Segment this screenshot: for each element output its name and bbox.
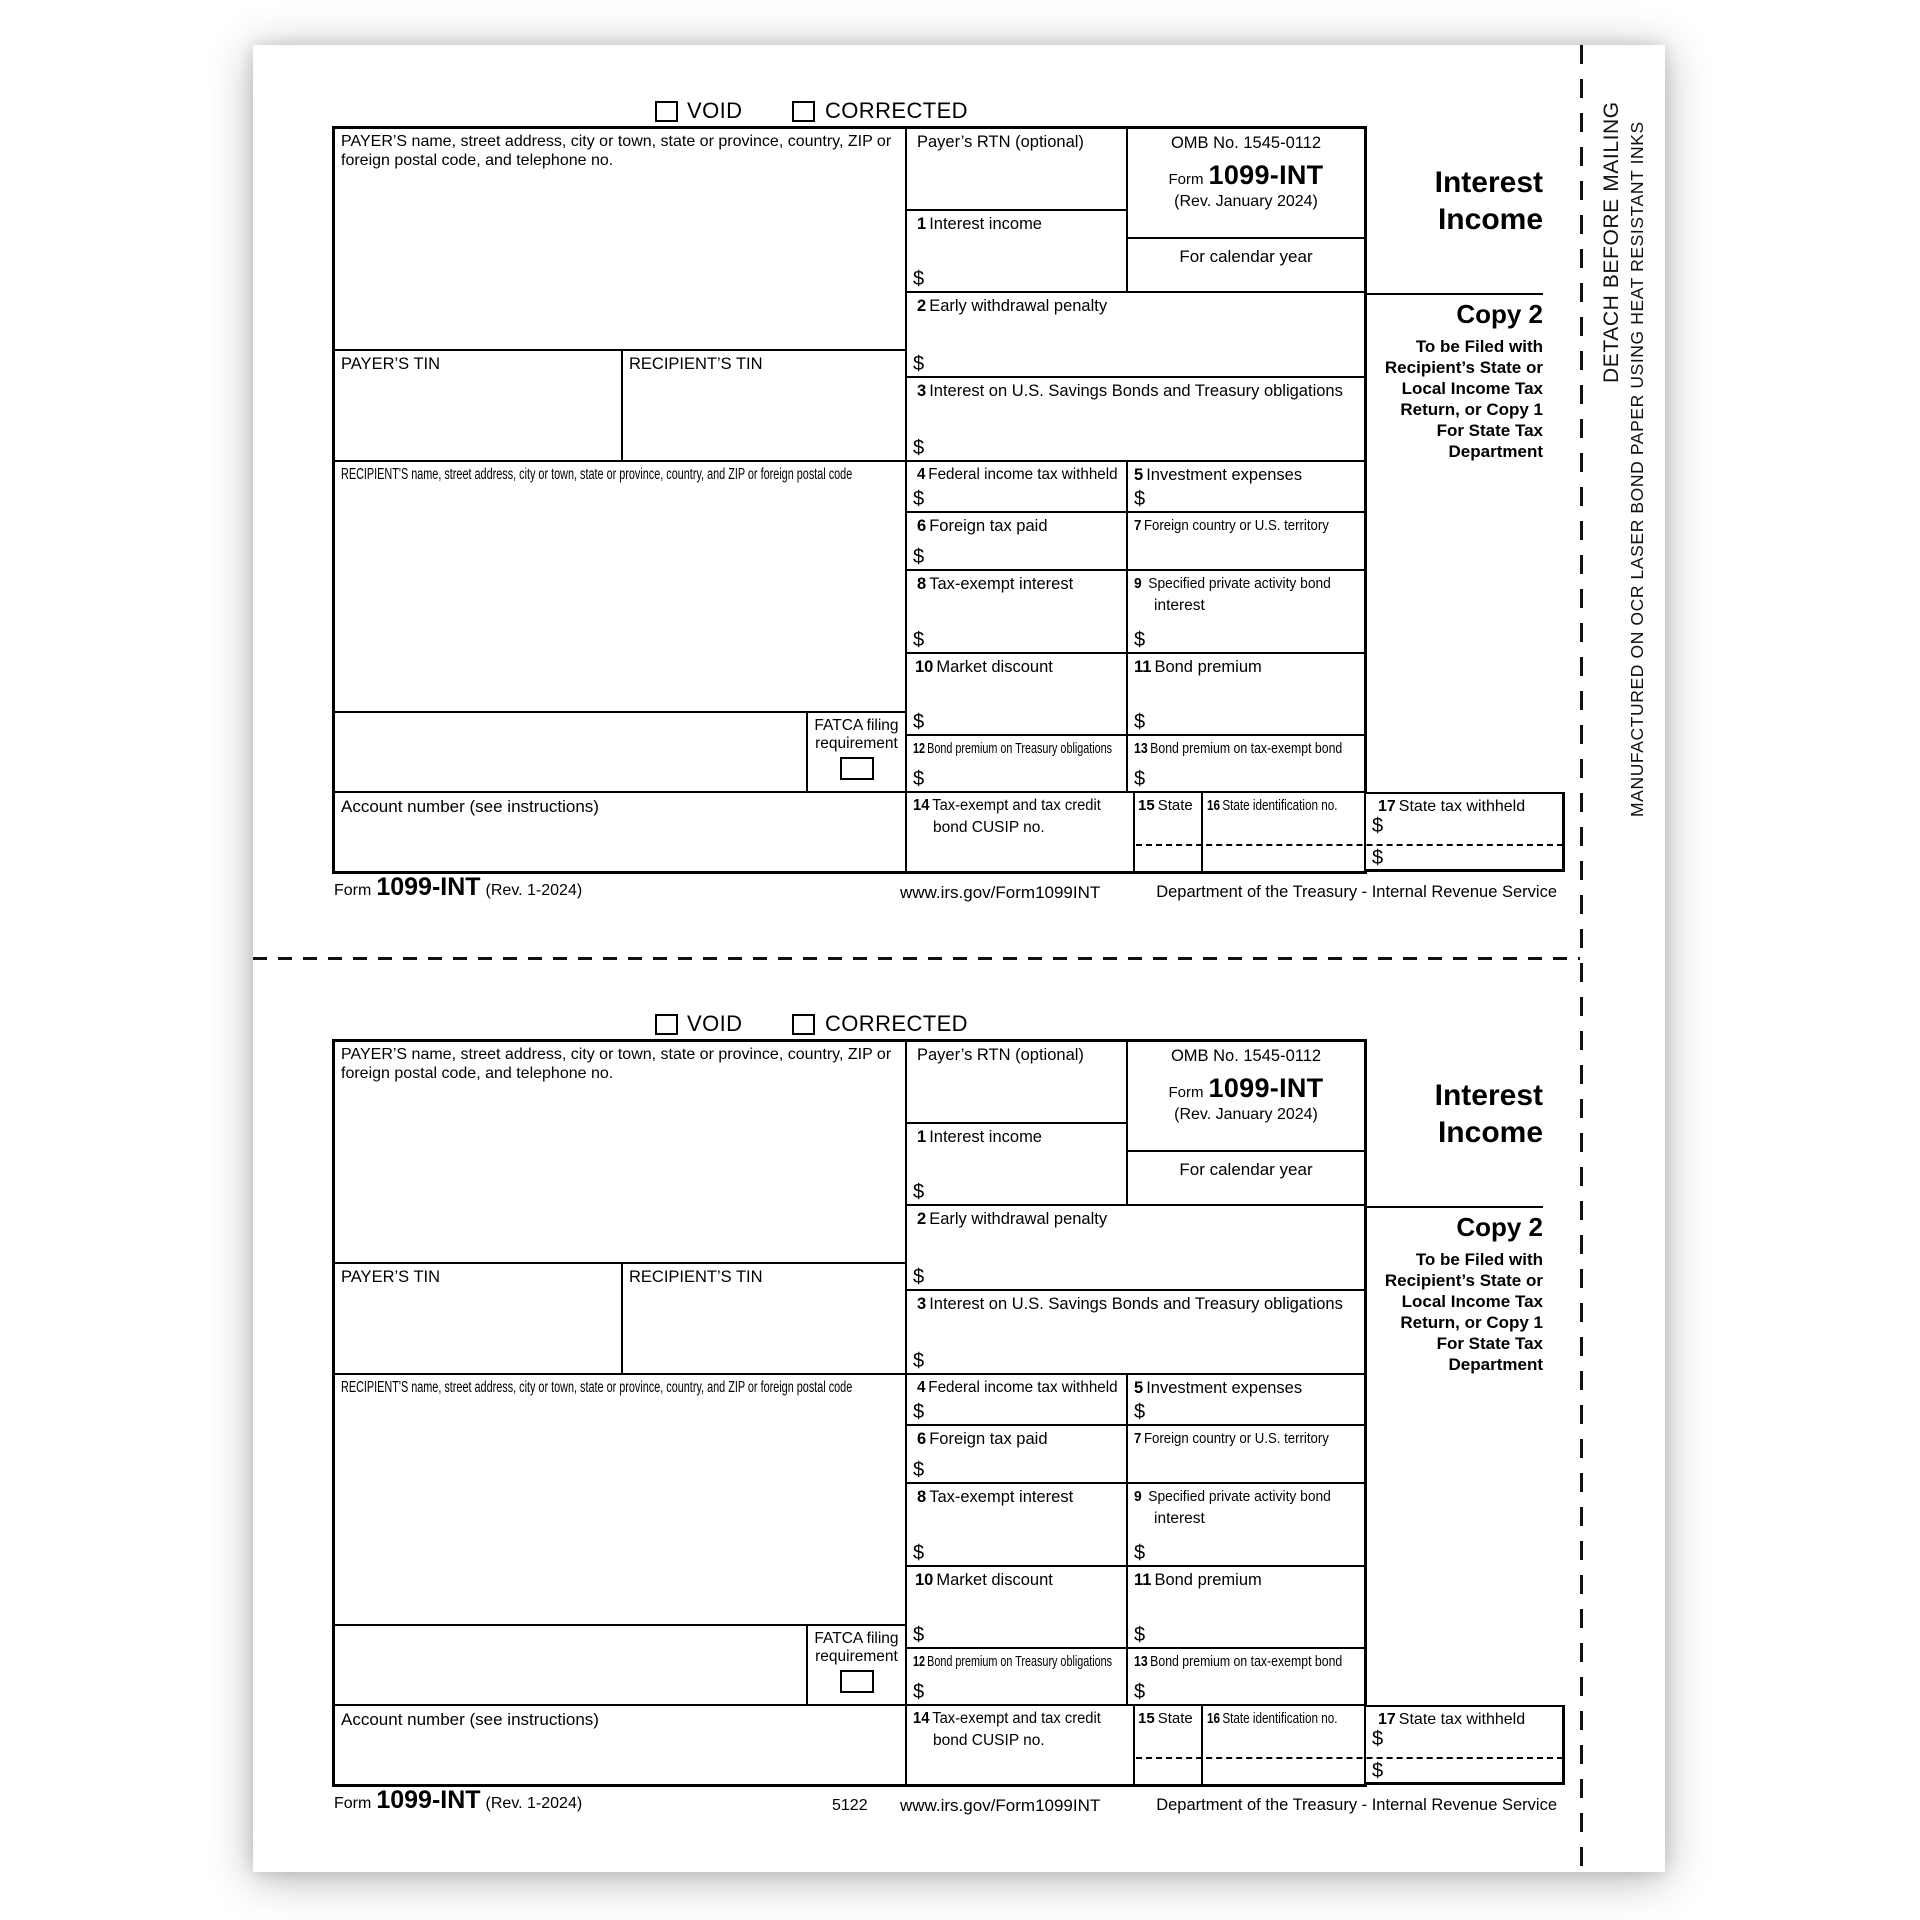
payer-name-address-box	[334, 1041, 906, 1263]
account-number-label: Account number (see instructions)	[341, 1710, 599, 1729]
copy-divider-rule	[1365, 1206, 1543, 1208]
box-number: 3	[917, 382, 927, 400]
box-title: Foreign tax paid	[929, 1430, 1048, 1448]
payer-rtn-label: Payer’s RTN (optional)	[917, 1046, 1084, 1064]
copy-instructions-line: To be Filed with	[1415, 337, 1543, 356]
form-number: 1099-INT	[1208, 1073, 1324, 1103]
box-title-line2: bond CUSIP no.	[933, 1732, 1045, 1750]
dollar-sign: $	[913, 1266, 925, 1288]
recipient-tin-box	[622, 350, 906, 461]
box-title: Tax-exempt interest	[929, 1488, 1074, 1506]
payer-tin-label: PAYER’S TIN	[341, 1268, 441, 1286]
dollar-sign: $	[1134, 1681, 1146, 1703]
void-label: VOID	[687, 1011, 743, 1036]
dollar-sign: $	[913, 488, 925, 510]
copy-divider-rule	[1365, 293, 1543, 295]
dollar-sign: $	[913, 1542, 925, 1564]
box-6-foreign-tax-paid	[906, 512, 1127, 570]
horizontal-perforation-line	[253, 957, 1580, 960]
box-title: Market discount	[936, 1571, 1053, 1589]
treasury-department-label: Department of the Treasury - Internal Revenue Service	[1156, 1796, 1557, 1814]
copy-instructions-line: Recipient’s State or	[1384, 358, 1543, 377]
recipient-tin-box	[622, 1263, 906, 1374]
void-checkbox[interactable]	[655, 101, 678, 122]
box-number: 6	[917, 517, 927, 535]
dollar-sign: $	[913, 1350, 925, 1372]
box-title: Bond premium on Treasury obligations	[927, 1653, 1113, 1670]
recipient-tin-label: RECIPIENT’S TIN	[629, 355, 763, 373]
box-number: 9	[1134, 575, 1142, 592]
copy-instructions-line: For State Tax	[1436, 421, 1543, 440]
footer-revision: (Rev. 1-2024)	[485, 882, 583, 899]
box-title: Interest on U.S. Savings Bonds and Treasury obligations	[929, 1295, 1343, 1313]
box-title: State tax withheld	[1398, 1711, 1526, 1728]
account-number-label: Account number (see instructions)	[341, 797, 599, 816]
box-number: 11	[1134, 1571, 1152, 1589]
box-number: 1	[917, 1128, 927, 1146]
box-10-market-discount	[906, 1566, 1127, 1648]
box-title: Specified private activity bond	[1148, 1488, 1331, 1505]
dollar-sign: $	[913, 1624, 925, 1646]
box-number: 13	[1134, 740, 1148, 757]
calendar-year-label: For calendar year	[1179, 1160, 1313, 1179]
box-7-foreign-country	[1127, 1425, 1365, 1483]
box-number: 2	[917, 297, 927, 315]
box-title: Bond premium on tax-exempt bond	[1150, 740, 1343, 757]
box-number: 4	[917, 466, 926, 483]
box-4-federal-income-tax-withheld	[906, 1374, 1127, 1425]
box-title: Investment expenses	[1146, 1379, 1303, 1397]
recipient-tin-label: RECIPIENT’S TIN	[629, 1268, 763, 1286]
dollar-sign: $	[913, 629, 925, 651]
box-title: Interest income	[929, 215, 1042, 233]
box-number: 10	[915, 1571, 934, 1589]
vertical-perforation-line	[1580, 45, 1583, 1872]
dollar-sign: $	[913, 437, 925, 459]
box-number: 5	[1134, 1379, 1144, 1397]
copy-label: Copy 2	[1456, 1212, 1543, 1242]
box-title: Early withdrawal penalty	[929, 297, 1108, 315]
footer-form-id	[334, 1786, 582, 1815]
dollar-sign: $	[913, 1459, 925, 1481]
box-9-specified-private-activity-bond-interest	[1127, 570, 1365, 653]
box-title: Foreign country or U.S. territory	[1143, 517, 1329, 534]
paper-stock-text: MANUFACTURED ON OCR LASER BOND PAPER USING HEAT RESISTANT INKS	[1627, 121, 1647, 817]
box-title: Market discount	[936, 658, 1053, 676]
void-label: VOID	[687, 98, 743, 123]
box-number: 13	[1134, 1653, 1148, 1670]
dollar-sign: $	[1372, 1728, 1384, 1750]
detach-before-mailing-text: DETACH BEFORE MAILING	[1600, 101, 1623, 383]
box-number: 17	[1378, 798, 1396, 815]
box-title: Specified private activity bond	[1148, 575, 1331, 592]
box-5-investment-expenses	[1127, 1374, 1365, 1425]
box-11-bond-premium	[1127, 1566, 1365, 1648]
payer-rtn-box	[906, 128, 1127, 210]
box-title: Tax-exempt and tax credit	[932, 797, 1101, 814]
omb-form-box	[1127, 128, 1365, 238]
box-16-state-id	[1202, 1705, 1365, 1785]
recipient-name-address-box	[334, 461, 906, 712]
form-number: 1099-INT	[1208, 160, 1324, 190]
fatca-filing-box	[807, 712, 906, 792]
box-number: 16	[1207, 1710, 1221, 1727]
fatca-checkbox[interactable]	[840, 1670, 874, 1693]
corrected-checkbox[interactable]	[792, 1014, 815, 1035]
copy-instructions-line: Recipient’s State or	[1384, 1271, 1543, 1290]
box-number: 10	[915, 658, 934, 676]
footer-form-number: 1099-INT	[376, 873, 481, 901]
box-title: Bond premium	[1154, 1571, 1262, 1589]
box-number: 8	[917, 1488, 927, 1506]
print-number: 5122	[832, 1797, 868, 1814]
dollar-sign: $	[1372, 815, 1384, 837]
box-number: 14	[913, 1710, 930, 1727]
box-4-federal-income-tax-withheld	[906, 461, 1127, 512]
dollar-sign: $	[1134, 1624, 1146, 1646]
dollar-sign: $	[913, 768, 925, 790]
box-title-line2: interest	[1154, 596, 1205, 614]
box-14-cusip	[906, 792, 1134, 872]
fatca-filing-box	[807, 1625, 906, 1705]
footer-form-word: Form	[334, 1795, 372, 1812]
copy-instructions-line: To be Filed with	[1415, 1250, 1543, 1269]
copy-label: Copy 2	[1456, 299, 1543, 329]
payer-name-address-box	[334, 128, 906, 350]
box-title: State	[1157, 797, 1193, 814]
copy-instructions	[1355, 1249, 1543, 1375]
calendar-year-box	[1127, 1151, 1365, 1205]
box-1-interest-income	[906, 1123, 1127, 1205]
omb-number: OMB No. 1545-0112	[1170, 1047, 1322, 1065]
box-10-market-discount	[906, 653, 1127, 735]
omb-number: OMB No. 1545-0112	[1170, 134, 1322, 152]
dollar-sign: $	[1372, 847, 1384, 869]
payer-tin-label: PAYER’S TIN	[341, 355, 441, 373]
box-number: 11	[1134, 658, 1152, 676]
fatca-label-line2: requirement	[815, 735, 898, 752]
box-11-bond-premium	[1127, 653, 1365, 735]
form-title-line2: Income	[1437, 1116, 1543, 1149]
box-title: State	[1157, 1710, 1193, 1727]
form-1099-int	[334, 96, 1565, 908]
box-number: 5	[1134, 466, 1144, 484]
dollar-sign: $	[1134, 711, 1146, 733]
calendar-year-box	[1127, 238, 1365, 292]
form-title-line1: Interest	[1434, 166, 1543, 199]
dollar-sign: $	[1134, 629, 1146, 651]
recipient-name-address-box	[334, 1374, 906, 1625]
recipient-name-address-label: RECIPIENT'S name, street address, city or town, state or province, country, and ZIP or foreign postal code	[341, 1379, 853, 1396]
box-8-tax-exempt-interest	[906, 1483, 1127, 1566]
dollar-sign: $	[913, 1401, 925, 1423]
form-word: Form	[1168, 171, 1204, 188]
box-number: 17	[1378, 1711, 1396, 1728]
box-17-state-tax-withheld	[1365, 792, 1565, 872]
copy-instructions-line: Department	[1448, 442, 1543, 461]
form-sheet	[253, 45, 1665, 1872]
fatca-label-line1: FATCA filing	[814, 1630, 899, 1647]
dollar-sign: $	[1134, 488, 1146, 510]
box-title: Interest on U.S. Savings Bonds and Treasury obligations	[929, 382, 1343, 400]
fatca-label-line1: FATCA filing	[814, 717, 899, 734]
form-title-line1: Interest	[1434, 1079, 1543, 1112]
payer-name-address-label: PAYER’S name, street address, city or town, state or province, country, ZIP or foreign postal code, and telephone no.	[341, 133, 892, 169]
dollar-sign: $	[913, 1181, 925, 1203]
box-13-bond-premium-tax-exempt	[1127, 1648, 1365, 1705]
box-15-state	[1134, 792, 1202, 872]
payer-name-address-label: PAYER’S name, street address, city or town, state or province, country, ZIP or foreign postal code, and telephone no.	[341, 1046, 892, 1082]
dollar-sign: $	[913, 711, 925, 733]
box-8-tax-exempt-interest	[906, 570, 1127, 653]
box-title: Early withdrawal penalty	[929, 1210, 1108, 1228]
box-title: State tax withheld	[1398, 798, 1526, 815]
box-title: Bond premium	[1154, 658, 1262, 676]
payer-tin-box	[334, 1263, 622, 1374]
footer-form-id	[334, 873, 582, 902]
irs-url: www.irs.gov/Form1099INT	[900, 1796, 1101, 1815]
box-13-bond-premium-tax-exempt	[1127, 735, 1365, 792]
payer-rtn-label: Payer’s RTN (optional)	[917, 133, 1084, 151]
box-number: 1	[917, 215, 927, 233]
copy-instructions	[1355, 336, 1543, 462]
copy-instructions-line: Return, or Copy 1	[1400, 1313, 1543, 1332]
fatca-label-line2: requirement	[815, 1648, 898, 1665]
box-2-early-withdrawal-penalty	[906, 292, 1365, 377]
box-title: Tax-exempt and tax credit	[932, 1710, 1101, 1727]
box-number: 6	[917, 1430, 927, 1448]
revision-note: (Rev. January 2024)	[1174, 1106, 1318, 1123]
calendar-year-label: For calendar year	[1179, 247, 1313, 266]
box-14-cusip	[906, 1705, 1134, 1785]
copy-instructions-line: Local Income Tax	[1401, 1292, 1543, 1311]
dollar-sign: $	[913, 1681, 925, 1703]
payer-tin-box	[334, 350, 622, 461]
box-title: Interest income	[929, 1128, 1042, 1146]
box-number: 7	[1134, 517, 1142, 534]
box-title: State identification no.	[1222, 1710, 1338, 1727]
box-number: 3	[917, 1295, 927, 1313]
box-3-us-savings-bonds-interest	[906, 1290, 1365, 1374]
blank-cell	[334, 712, 807, 792]
account-number-box	[334, 1705, 906, 1785]
dollar-sign: $	[1372, 1760, 1384, 1782]
box-title: Foreign tax paid	[929, 517, 1048, 535]
box-title: Tax-exempt interest	[929, 575, 1074, 593]
corrected-label: CORRECTED	[825, 98, 968, 123]
box-number: 9	[1134, 1488, 1142, 1505]
void-checkbox[interactable]	[655, 1014, 678, 1035]
state-entry-divider	[1136, 1757, 1563, 1759]
box-12-bond-premium-treasury	[906, 1648, 1127, 1705]
account-number-box	[334, 792, 906, 872]
box-title: Bond premium on Treasury obligations	[927, 740, 1113, 757]
box-number: 12	[913, 740, 926, 757]
dollar-sign: $	[1134, 768, 1146, 790]
dollar-sign: $	[1134, 1542, 1146, 1564]
state-entry-divider	[1136, 844, 1563, 846]
box-1-interest-income	[906, 210, 1127, 292]
box-16-state-id	[1202, 792, 1365, 872]
box-number: 8	[917, 575, 927, 593]
dollar-sign: $	[913, 268, 925, 290]
corrected-label: CORRECTED	[825, 1011, 968, 1036]
fatca-checkbox[interactable]	[840, 757, 874, 780]
recipient-name-address-label: RECIPIENT'S name, street address, city or town, state or province, country, and ZIP or foreign postal code	[341, 466, 853, 483]
box-number: 15	[1138, 797, 1155, 814]
box-12-bond-premium-treasury	[906, 735, 1127, 792]
box-2-early-withdrawal-penalty	[906, 1205, 1365, 1290]
form-1099-int	[334, 1009, 1565, 1821]
box-9-specified-private-activity-bond-interest	[1127, 1483, 1365, 1566]
revision-note: (Rev. January 2024)	[1174, 193, 1318, 210]
form-title-line2: Income	[1437, 203, 1543, 236]
form-title	[1365, 164, 1543, 238]
box-17-state-tax-withheld	[1365, 1705, 1565, 1785]
form-title	[1365, 1077, 1543, 1151]
copy-instructions-line: Return, or Copy 1	[1400, 400, 1543, 419]
dollar-sign: $	[913, 546, 925, 568]
box-7-foreign-country	[1127, 512, 1365, 570]
box-number: 4	[917, 1379, 926, 1396]
treasury-department-label: Department of the Treasury - Internal Revenue Service	[1156, 883, 1557, 901]
copy-instructions-line: Local Income Tax	[1401, 379, 1543, 398]
box-number: 12	[913, 1653, 926, 1670]
footer-form-word: Form	[334, 882, 372, 899]
copy-instructions-line: For State Tax	[1436, 1334, 1543, 1353]
payer-rtn-box	[906, 1041, 1127, 1123]
box-number: 14	[913, 797, 930, 814]
box-title: Federal income tax withheld	[928, 466, 1118, 483]
form-word: Form	[1168, 1084, 1204, 1101]
box-title-line2: interest	[1154, 1509, 1205, 1527]
box-number: 15	[1138, 1710, 1155, 1727]
box-number: 7	[1134, 1430, 1142, 1447]
corrected-checkbox[interactable]	[792, 101, 815, 122]
box-3-us-savings-bonds-interest	[906, 377, 1365, 461]
box-6-foreign-tax-paid	[906, 1425, 1127, 1483]
box-5-investment-expenses	[1127, 461, 1365, 512]
box-title: Investment expenses	[1146, 466, 1303, 484]
omb-form-box	[1127, 1041, 1365, 1151]
dollar-sign: $	[913, 353, 925, 375]
box-number: 2	[917, 1210, 927, 1228]
dollar-sign: $	[1134, 1401, 1146, 1423]
box-number: 16	[1207, 797, 1221, 814]
box-title: State identification no.	[1222, 797, 1338, 814]
box-title: Bond premium on tax-exempt bond	[1150, 1653, 1343, 1670]
footer-form-number: 1099-INT	[376, 1786, 481, 1814]
blank-cell	[334, 1625, 807, 1705]
box-title: Foreign country or U.S. territory	[1143, 1430, 1329, 1447]
irs-url: www.irs.gov/Form1099INT	[900, 883, 1101, 902]
box-title-line2: bond CUSIP no.	[933, 819, 1045, 837]
footer-revision: (Rev. 1-2024)	[485, 1795, 583, 1812]
box-title: Federal income tax withheld	[928, 1379, 1118, 1396]
copy-instructions-line: Department	[1448, 1355, 1543, 1374]
box-15-state	[1134, 1705, 1202, 1785]
